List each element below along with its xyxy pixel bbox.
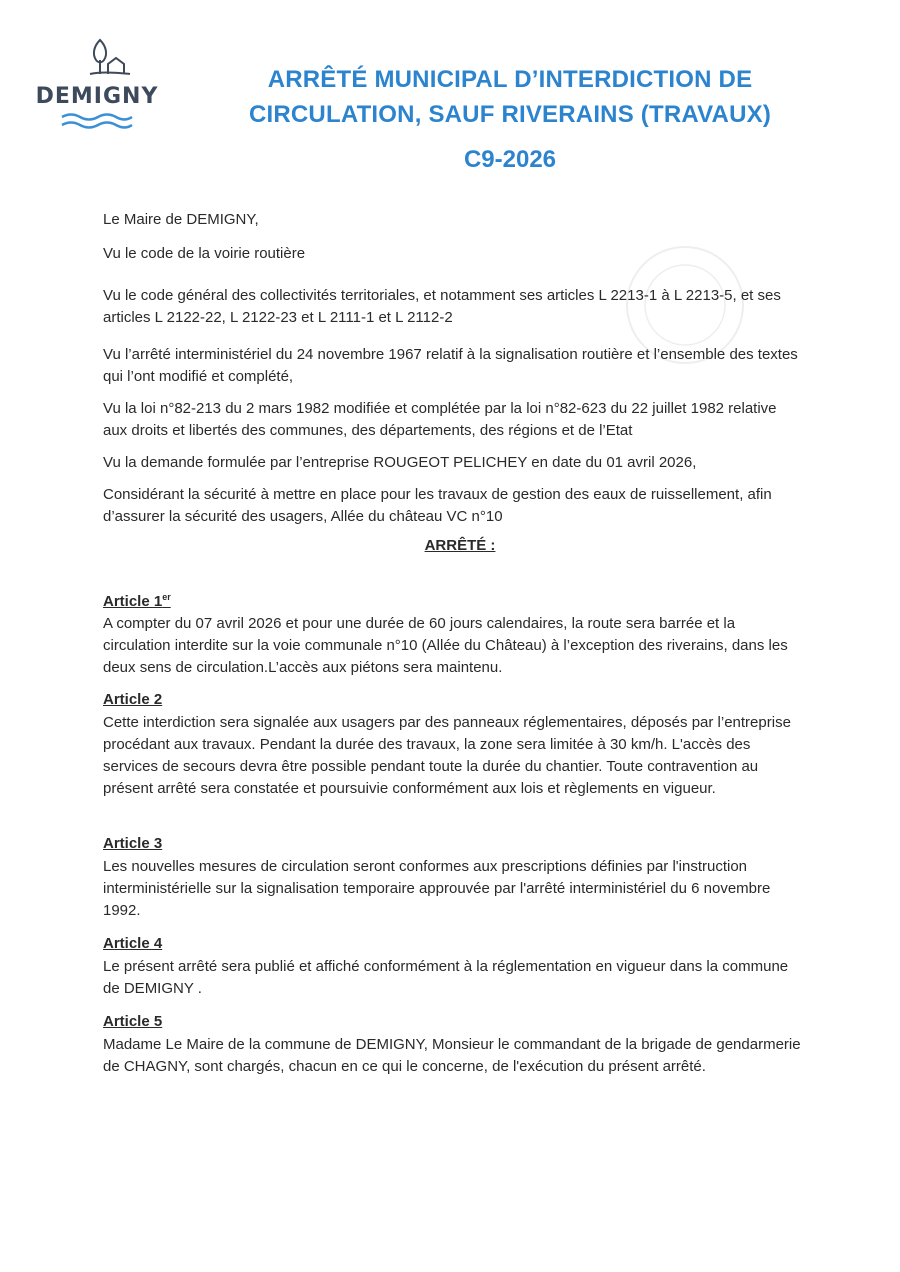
preamble-cgct: Vu le code général des collectivités territoriales, et notamment ses articles L 2213-1 à L 2213-5, et ses articles L 2122-22, L 2122-23 et L 2111-1 et L 2112-2 <box>103 287 781 326</box>
article-3-text: Les nouvelles mesures de circulation seront conformes aux prescriptions définies par l'instruction interministérielle sur la signalisation temporaire approuvée par l'arrêté interministériel du 6 novembre 1992. <box>103 858 771 919</box>
water-waves-icon <box>60 112 134 132</box>
article-2-heading: Article 2 <box>103 691 163 708</box>
preamble-voirie: Vu le code de la voirie routière <box>103 245 306 262</box>
article-4-text: Le présent arrêté sera publié et affiché conformément à la réglementation en vigueur dans la commune de DEMIGNY . <box>103 958 789 997</box>
article-2-text: Cette interdiction sera signalée aux usagers par des panneaux réglementaires, déposés par l’entreprise procédant aux travaux. Pendant la durée des travaux, la zone sera limitée à 30 km/h. L'accès des services de secours devra être possible pendant toute la durée du chantier. Toute contravention au présent arrêté sera constatée et poursuivie conformément aux lois et règlements en vigueur. <box>103 714 791 797</box>
decision-heading: ARRÊTÉ : <box>424 537 496 554</box>
title-line-1: ARRÊTÉ MUNICIPAL D’INTERDICTION DE <box>267 66 753 93</box>
document-title <box>210 62 810 132</box>
logo-wordmark: DEMIGNY <box>35 84 159 109</box>
article-3-heading: Article 3 <box>103 835 163 852</box>
preamble-mayor: Le Maire de DEMIGNY, <box>103 211 259 228</box>
article-5-heading: Article 5 <box>103 1013 163 1030</box>
preamble-considerant: Considérant la sécurité à mettre en place pour les travaux de gestion des eaux de ruissellement, afin d’assurer la sécurité des usagers, Allée du château VC n°10 <box>103 486 772 525</box>
article-5-text: Madame Le Maire de la commune de DEMIGNY, Monsieur le commandant de la brigade de gendarmerie de CHAGNY, sont chargés, chacun en ce qui le concerne, de l'exécution du présent arrêté. <box>103 1036 801 1075</box>
article-4-heading: Article 4 <box>103 935 163 952</box>
article-1-text: A compter du 07 avril 2026 et pour une durée de 60 jours calendaires, la route sera barrée et la circulation interdite sur la voie communale n°10 (Allée du Château) à l’exception des riverains, dans les deux sens de circulation.L’accès aux piétons sera maintenu. <box>103 615 788 676</box>
title-line-2: CIRCULATION, SAUF RIVERAINS (TRAVAUX) <box>248 101 772 128</box>
decree-reference: C9-2026 <box>463 146 557 173</box>
article-1-heading: Article 1er <box>103 592 171 610</box>
preamble-loi-1982: Vu la loi n°82-213 du 2 mars 1982 modifiée et complétée par la loi n°82-623 du 22 juillet 1982 relative aux droits et libertés des communes, des départements, des régions et de l’Etat <box>103 400 777 439</box>
preamble-arrete-1967: Vu l’arrêté interministériel du 24 novembre 1967 relatif à la signalisation routière et l’ensemble des textes qui l’ont modifié et complété, <box>103 346 798 385</box>
preamble-demande: Vu la demande formulée par l’entreprise ROUGEOT PELICHEY en date du 01 avril 2026, <box>103 454 697 471</box>
demigny-logo <box>34 36 160 132</box>
